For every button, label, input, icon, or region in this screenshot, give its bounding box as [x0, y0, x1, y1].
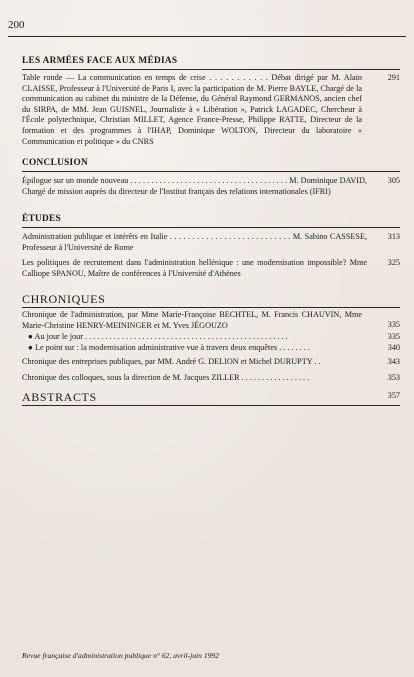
page-ref-armees: 291 [387, 73, 400, 82]
entry-chronique-colloques: Chronique des colloques, sous la direction de M. Jacques ZILLER . . . . . . . . . . . . . . . . . [22, 373, 310, 382]
page-ref-conclusion: 305 [387, 176, 400, 185]
bullet-point-sur: ● Le point sur : la modernisation administrative vue à travers deux enquêtes . . . . . . . . [28, 343, 310, 352]
journal-footer: Revue française d'administration publique n° 62, avril-juin 1992 [22, 651, 220, 660]
section-title-abstracts: ABSTRACTS [22, 390, 97, 404]
section-rule-abstracts [22, 405, 400, 406]
page-ref-italie: 313 [387, 232, 400, 241]
page-ref-point-sur: 340 [387, 343, 400, 352]
bullet-au-jour-le-jour: ● Au jour le jour . . . . . . . . . . . . . . . . . . . . . . . . . . . . . . . . . . . . . . . . . . . . . . . . . . [28, 332, 288, 341]
section-title-armees: LES ARMÉES FACE AUX MÉDIAS [22, 56, 178, 66]
page-ref-hellenique: 325 [387, 258, 400, 267]
section-rule-armees [22, 69, 400, 70]
entry-chronique-admin: Chronique de l'administration, par Mme Marie-Françoise BECHTEL, M. Francis CHAUVIN, Mme Marie-Christine HENRY-MEININGER et M. Yves JÉGOUZO [22, 310, 362, 330]
page-ref-abstracts: 357 [387, 391, 400, 400]
page-ref-chronique-colloques: 353 [387, 373, 400, 382]
section-rule-etudes [22, 227, 400, 228]
entry-chronique-entreprises: Chronique des entreprises publiques, par MM. André G. DELION et Michel DURUPTY . . [22, 357, 321, 366]
page-number: 200 [8, 19, 25, 31]
section-title-etudes: ÉTUDES [22, 214, 62, 224]
page-ref-chronique-entreprises: 343 [387, 357, 400, 366]
entry-table-ronde: Table ronde — La communication en temps de crise . . . . . . . . . . . Débat dirigé par M. Alain CLAISSE, Professeur à l'Université de Paris I, avec la participation de M. Pierre BAYLE, Chargé de la communication au cabinet du ministre de la Défense, du Général Raymond GERMANOS, ancien chef du SIRPA, de MM. Jean GUISNEL, Journaliste à « Libération », Patrick LAGADEC, Chercheur à l'École polytechnique, Christian MILLET, Agence France-Presse, Philippe RATTE, Directeur de la formation et des programmes à l'IHAP, Dominique WOLTON, Directeur du laboratoire « Communication et politique » du CNRS [22, 73, 362, 146]
page-ref-chronique-admin: 335 [387, 320, 400, 329]
section-rule-chroniques [22, 307, 400, 308]
entry-hellenique: Les politiques de recrutement dans l'administration hellénique : une modernisation impossible? Mme Calliope SPANOU, Maître de conférences à l'Université d'Athènes [22, 258, 367, 278]
section-title-conclusion: CONCLUSION [22, 158, 89, 168]
page-ref-au-jour-le-jour: 335 [387, 332, 400, 341]
entry-italie: Administration publique et intérêts en Italie . . . . . . . . . . . . . . . . . . . . . . . . . . . M. Sabino CASSESE, Professeur à l'Université de Rome [22, 232, 367, 252]
entry-epilogue: Épilogue sur un monde nouveau . . . . . . . . . . . . . . . . . . . . . . . . . . . . . . . . . . . . . . M. Dominique DAVID, Chargé de mission auprès du directeur de l'Institut français des relations internationales (IFRI) [22, 176, 367, 196]
top-rule [8, 36, 406, 37]
section-title-chroniques: CHRONIQUES [22, 292, 106, 306]
section-rule-conclusion [22, 171, 400, 172]
